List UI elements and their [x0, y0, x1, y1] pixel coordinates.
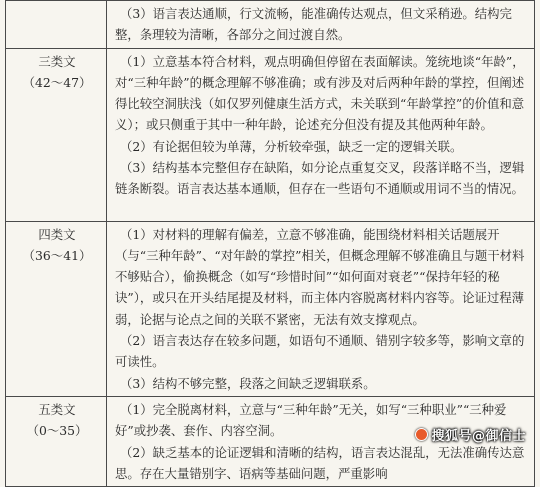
criteria-cell — [107, 221, 535, 396]
watermark-text: 搜狐号@御信士 — [431, 429, 526, 444]
watermark — [411, 425, 526, 444]
grade-score-range: （0～35） — [26, 423, 88, 439]
criterion-text: （3）结构不够完整，段落之间缺乏逻辑联系。 — [119, 375, 376, 391]
criteria-cell — [107, 1, 535, 49]
criterion-text: （2）有论据但较为单薄，分析较牵强，缺乏一定的逻辑关联。 — [119, 138, 463, 154]
rubric-row-two-class-tail — [6, 1, 535, 49]
criterion-text: （1）对材料的理解有偏差，立意不够准确，能围绕材料相关话题展开（与“三种年龄”、“对年龄的掌控”相关，但概念理解不够准确且与题干材料不够贴合），偷换概念（如写“珍惜时间”“如何面对衰老”“保持年轻的秘诀”），或只在开头结尾提及材料，而主体内容脱离材料内容等。论证过程薄弱，论据与论点之间的关联不紧密，无法有效支撑观点。 — [115, 226, 525, 327]
criterion-text: （3）语言表达通顺，行文流畅，能准确传达观点，但文采稍逊。结构完整，条理较为清晰，各部分之间过渡自然。 — [115, 6, 512, 43]
criterion-text: （1）立意基本符合材料，观点明确但停留在表面解读。笼统地谈“年龄”，对“三种年龄”的概念理解不够准确；或有涉及对后两种年龄的掌控，但阐述得比较空洞肤浅（如仅罗列健康生活方式，未关联到“年龄掌控”的价值和意义）；或只侧重于其中一种年龄，论述充分但没有提及其他两种年龄。 — [115, 53, 525, 133]
sohu-logo-icon — [415, 428, 428, 441]
criterion-text: （1）完全脱离材料，立意与“三种年龄”无关，如写“三种职业”“三种爱好”或抄袭、套作、内容空洞。 — [115, 401, 507, 439]
grade-cell — [6, 48, 107, 221]
grade-name: 三类文 — [38, 53, 76, 69]
criterion-text: （2）语言表达存在较多问题，如语句不通顺、错别字较多等，影响文章的可读性。 — [115, 333, 525, 370]
grading-rubric-table — [5, 0, 535, 487]
grade-cell — [6, 396, 107, 486]
grade-name: 四类文 — [38, 226, 76, 242]
criterion-text: （3）结构基本完整但存在缺陷，如分论点重复交叉，段落详略不当，逻辑链条断裂。语言表达基本通顺，但存在一些语句不通顺或用词不当的情况。 — [115, 160, 525, 197]
grade-name: 五类文 — [38, 401, 76, 417]
rubric-row-class-four — [6, 221, 535, 396]
grade-cell-empty — [6, 1, 107, 49]
grade-score-range: （36～41） — [22, 247, 92, 263]
grade-cell — [6, 221, 107, 396]
criteria-cell — [107, 48, 535, 221]
grade-score-range: （42～47） — [22, 74, 92, 90]
rubric-row-class-three — [6, 48, 535, 221]
criterion-text: （2）缺乏基本的论证逻辑和清晰的结构，语言表达混乱，无法准确传达意思。存在大量错别字、语病等基础问题，严重影响 — [115, 444, 525, 481]
